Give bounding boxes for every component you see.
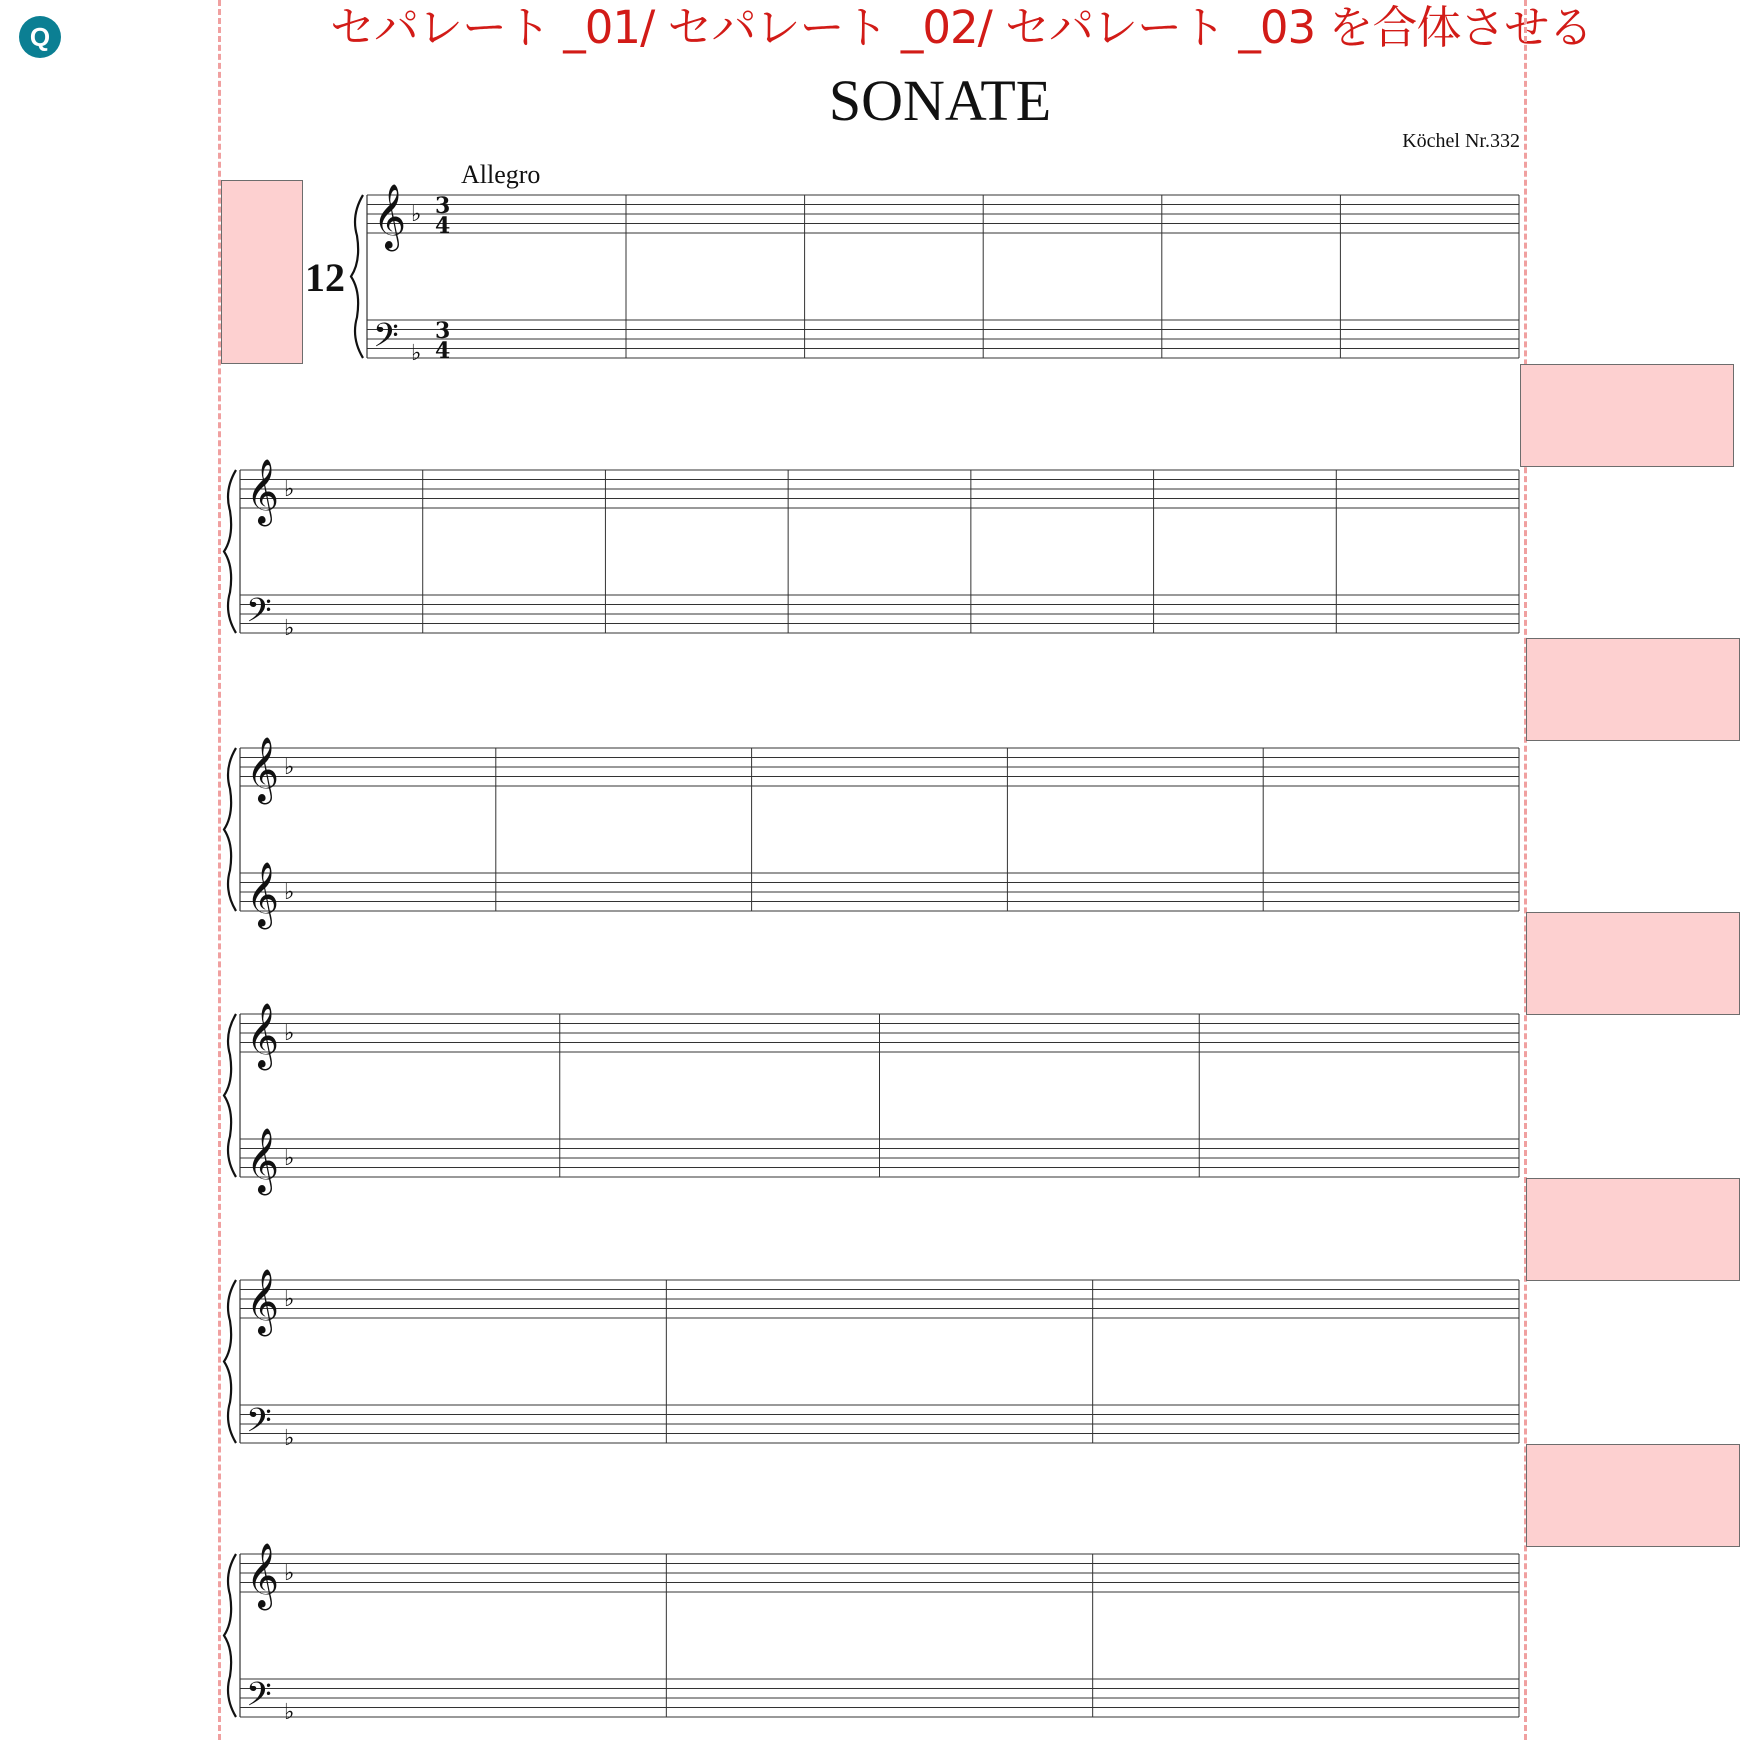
- tempo-marking: Allegro: [461, 160, 541, 189]
- time-signature-top: 3: [435, 193, 451, 219]
- flat-key-signature: ♭: [284, 616, 295, 641]
- drop-target-left[interactable]: [221, 180, 303, 364]
- flat-key-signature: ♭: [284, 1146, 295, 1171]
- treble-clef-icon: 𝄞: [246, 459, 280, 524]
- system-brace: [224, 748, 236, 911]
- drop-target-3[interactable]: [1526, 912, 1740, 1015]
- flat-key-signature: ♭: [284, 1426, 295, 1451]
- bass-clef-icon: 𝄢: [373, 317, 399, 363]
- drop-target-2[interactable]: [1526, 638, 1740, 741]
- flat-key-signature: ♭: [284, 755, 295, 780]
- drop-target-4[interactable]: [1526, 1178, 1740, 1281]
- drop-target-1[interactable]: [1520, 364, 1734, 467]
- flat-key-signature: ♭: [284, 1700, 295, 1725]
- treble-clef-icon: 𝄞: [373, 184, 407, 249]
- treble-clef-icon: 𝄞: [246, 1543, 280, 1608]
- flat-key-signature: ♭: [284, 880, 295, 905]
- treble-clef-icon: 𝄞: [246, 737, 280, 802]
- time-signature-top: 3: [435, 318, 451, 344]
- system-brace: [224, 470, 236, 633]
- treble-clef-icon: 𝄞: [246, 862, 280, 927]
- bass-clef-icon: 𝄢: [246, 592, 272, 638]
- score-title: SONATE: [828, 68, 1052, 133]
- bass-clef-icon: 𝄢: [246, 1402, 272, 1448]
- flat-key-signature: ♭: [411, 341, 422, 366]
- flat-key-signature: ♭: [284, 1287, 295, 1312]
- flat-key-signature: ♭: [284, 1021, 295, 1046]
- flat-key-signature: ♭: [284, 477, 295, 502]
- treble-clef-icon: 𝄞: [246, 1269, 280, 1334]
- system-brace: [224, 1554, 236, 1717]
- system-brace: [224, 1280, 236, 1443]
- time-signature-bottom: 4: [435, 213, 451, 239]
- flat-key-signature: ♭: [284, 1561, 295, 1586]
- system-number: 12: [305, 255, 345, 300]
- system-brace: [224, 1014, 236, 1177]
- instruction-banner: セパレート _01/ セパレート _02/ セパレート _03 を合体させる: [330, 1, 1593, 54]
- question-badge: Q: [19, 16, 61, 58]
- flat-key-signature: ♭: [411, 202, 422, 227]
- drop-target-5[interactable]: [1526, 1444, 1740, 1547]
- kochel-number: Köchel Nr.332: [1402, 130, 1520, 152]
- treble-clef-icon: 𝄞: [246, 1128, 280, 1193]
- treble-clef-icon: 𝄞: [246, 1003, 280, 1068]
- bass-clef-icon: 𝄢: [246, 1676, 272, 1722]
- system-brace: [351, 195, 363, 358]
- time-signature-bottom: 4: [435, 338, 451, 364]
